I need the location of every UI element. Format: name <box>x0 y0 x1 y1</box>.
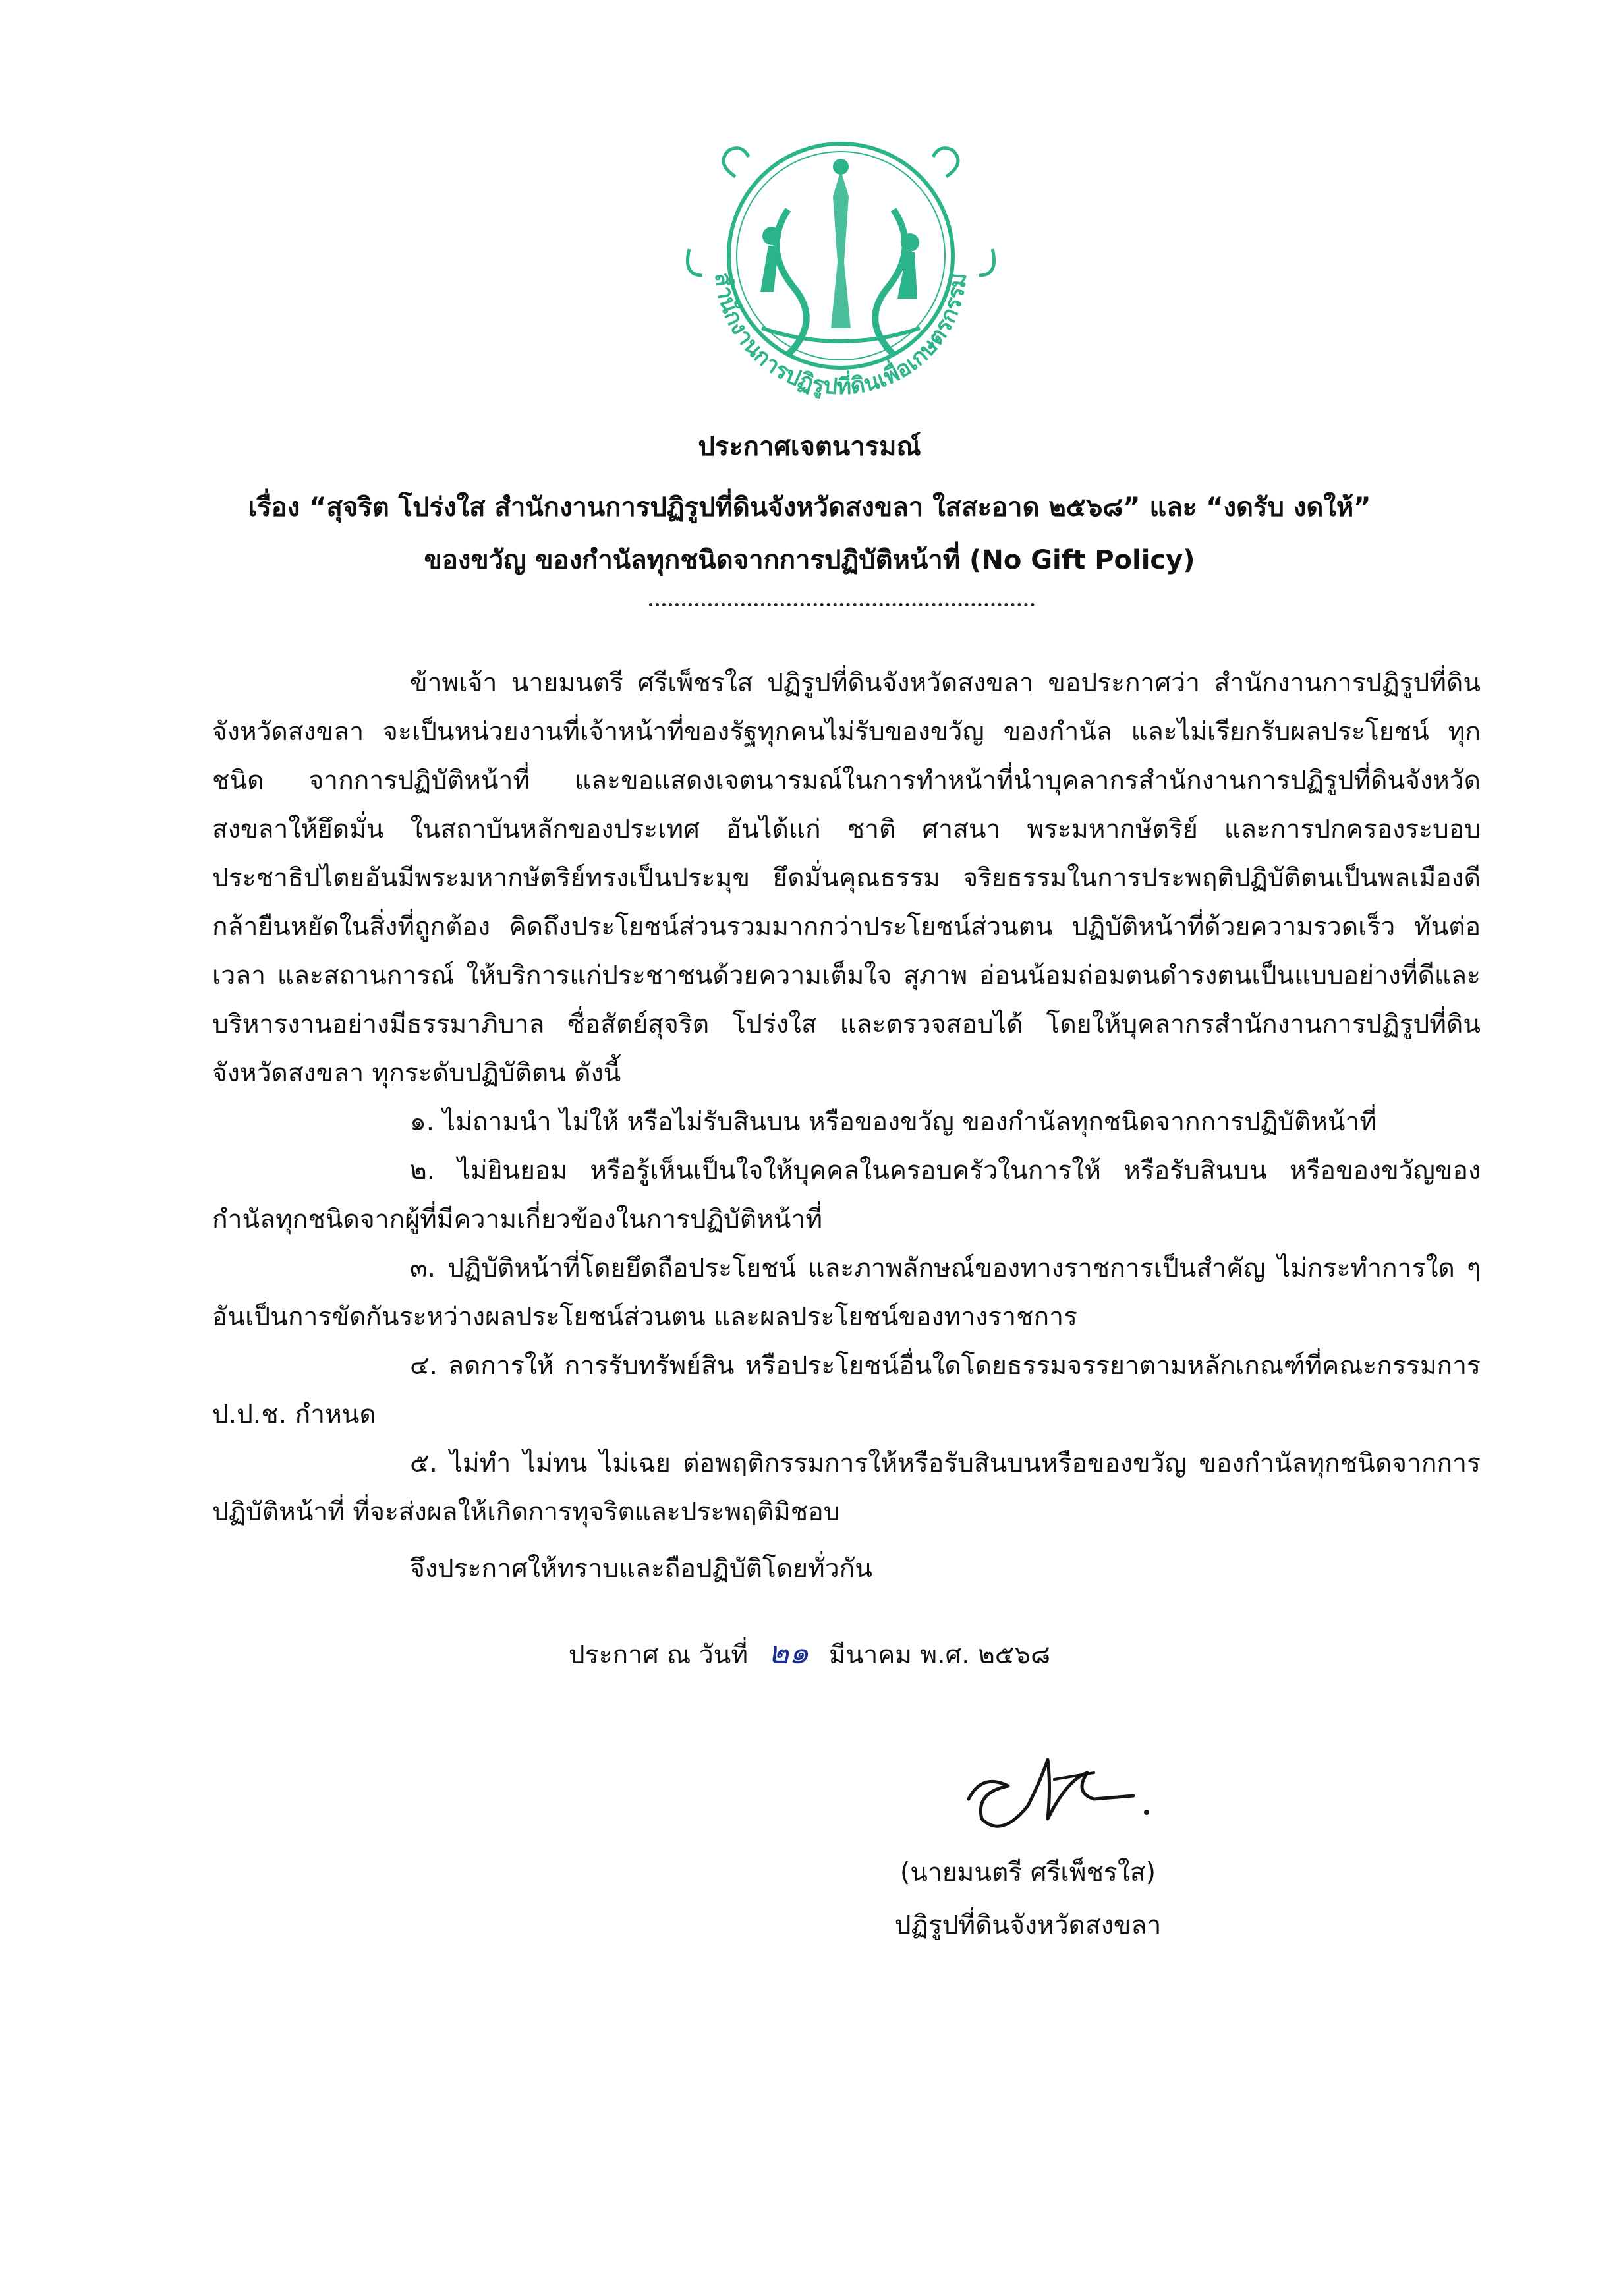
date-month-year: มีนาคม พ.ศ. ๒๕๖๘ <box>828 1640 1051 1670</box>
list-item: ๒. ไม่ยินยอม หรือรู้เห็นเป็นใจให้บุคคลในครอบครัวในการให้ หรือรับสินบน หรือของขวัญของกำนัลทุกชนิดจากผู้ที่มีความเกี่ยวข้องในการปฏิบัติหน้าที่ <box>212 1156 1481 1234</box>
list-item: ๓. ปฏิบัติหน้าที่โดยยึดถือประโยชน์ และภาพลักษณ์ของทางราชการเป็นสำคัญ ไม่กระทำการใด ๆ อันเป็นการขัดกันระหว่างผลประโยชน์ส่วนตน และผลประโยชน์ของทางราชการ <box>212 1253 1481 1332</box>
date-day-handwritten: ๒๑ <box>768 1634 809 1671</box>
intro-paragraph: ข้าพเจ้า นายมนตรี ศรีเพ็ชรใส ปฏิรูปที่ดินจังหวัดสงขลา ขอประกาศว่า สำนักงานการปฏิรูปที่ดินจังหวัดสงขลา จะเป็นหน่วยงานที่เจ้าหน้าที่ของรัฐทุกคนไม่รับของขวัญ ของกำนัล และไม่เรียกรับผลประโยชน์ ทุกชนิด จากการปฏิบัติหน้าที่ และขอแสดงเจตนารมณ์ในการทำหน้าที่นำบุคลากรสำนักงานการปฏิรูปที่ดินจังหวัดสงขลาให้ยึดมั่น ในสถาบันหลักของประเทศ อันได้แก่ ชาติ ศาสนา พระมหากษัตริย์ และการปกครองระบอบประชาธิปไตยอันมีพระมหากษัตริย์ทรงเป็นประมุข ยึดมั่นคุณธรรม จริยธรรมในการประพฤติปฏิบัติตนเป็นพลเมืองดี กล้ายืนหยัดในสิ่งที่ถูกต้อง คิดถึงประโยชน์ส่วนรวมมากกว่าประโยชน์ส่วนตน ปฏิบัติหน้าที่ด้วยความรวดเร็ว ทันต่อเวลา และสถานการณ์ ให้บริการแก่ประชาชนด้วยความเต็มใจ สุภาพ อ่อนน้อมถ่อมตนดำรงตนเป็นแบบอย่างที่ดีและบริหารงานอย่างมีธรรมาภิบาล ซื่อสัตย์สุจริต โปร่งใส และตรวจสอบได้ โดยให้บุคลากรสำนักงานการปฏิรูปที่ดินจังหวัดสงขลา ทุกระดับปฏิบัติตน ดังนี้ <box>212 668 1481 1088</box>
logo-org-text: สำนักงานการปฏิรูปที่ดินเพื่อเกษตรกรรม <box>709 271 973 401</box>
announcement-date <box>0 1628 1619 1678</box>
list-item: ๑. ไม่ถามนำ ไม่ให้ หรือไม่รับสินบน หรือของขวัญ ของกำนัลทุกชนิดจากการปฏิบัติหน้าที่ <box>410 1107 1377 1137</box>
alro-seal-logo <box>676 130 1006 420</box>
list-item: ๕. ไม่ทำ ไม่ทน ไม่เฉย ต่อพฤติกรรมการให้หรือรับสินบนหรือของขวัญ ของกำนัลทุกชนิดจากการปฏิบัติหน้าที่ ที่จะส่งผลให้เกิดการทุจริตและประพฤติมิชอบ <box>212 1449 1481 1527</box>
date-prefix: ประกาศ ณ วันที่ <box>568 1640 749 1670</box>
announcement-subject-line1: เรื่อง “สุจริต โปร่งใส สำนักงานการปฏิรูปที่ดินจังหวัดสงขลา ใสสะอาด ๒๕๖๘” และ “งดรับ งดให้” <box>248 492 1371 523</box>
announcement-body <box>212 659 1481 1593</box>
announcement-title: ประกาศเจตนารมณ์ <box>698 432 921 462</box>
signature-mark <box>949 1720 1160 1852</box>
signer-name: (นายมนตรี ศรีเพ็ชรใส) <box>900 1858 1156 1887</box>
dotted-divider <box>649 596 1035 606</box>
signer-title: ปฏิรูปที่ดินจังหวัดสงขลา <box>894 1910 1162 1940</box>
closing-statement: จึงประกาศให้ทราบและถือปฏิบัติโดยทั่วกัน <box>410 1554 872 1584</box>
list-item: ๔. ลดการให้ การรับทรัพย์สิน หรือประโยชน์อื่นใดโดยธรรมจรรยาตามหลักเกณฑ์ที่คณะกรรมการ ป.ป.ช. กำหนด <box>212 1351 1481 1429</box>
announcement-subject-line2: ของขวัญ ของกำนัลทุกชนิดจากการปฏิบัติหน้าที่ (No Gift Policy) <box>424 545 1195 575</box>
